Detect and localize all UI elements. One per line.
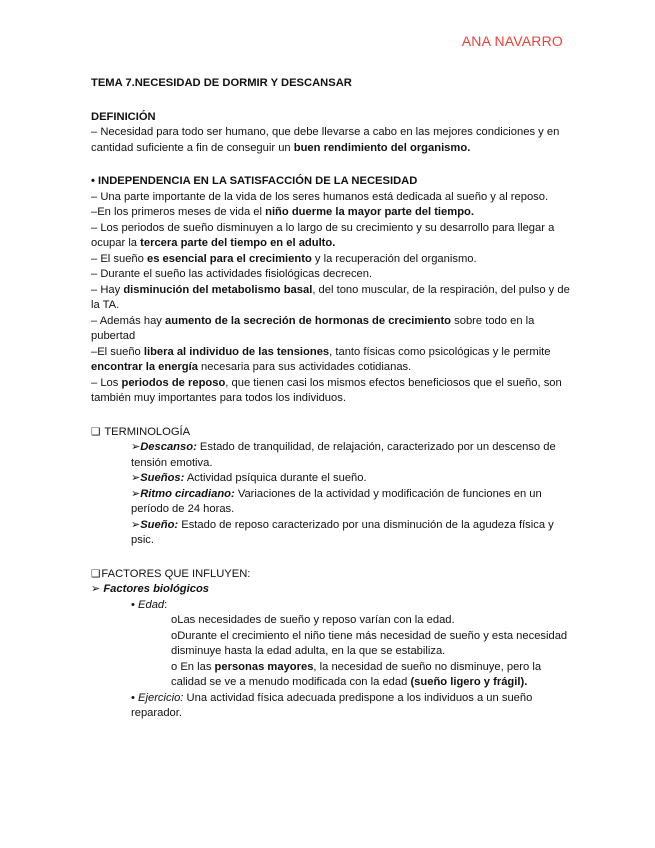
age-list (91, 613, 571, 691)
term-item: ➢Ritmo circadiano: Variaciones de la actividad y modificación de funciones en un período de 24 horas. (131, 487, 542, 515)
arrow-icon: ➢ (91, 583, 101, 595)
biological-factors-heading: ➢ Factores biológicos (91, 583, 210, 595)
independence-heading: • INDEPENDENCIA EN LA SATISFACCIÓN DE LA NECESIDAD (91, 175, 418, 187)
term-item: ➢Sueños: Actividad psíquica durante el sueño. (131, 472, 367, 484)
list-item: oLas necesidades de sueño y reposo varían con la edad. (171, 614, 455, 626)
arrow-icon: ➢ (131, 487, 141, 500)
list-item: – Además hay aumento de la secreción de hormonas de crecimiento sobre todo en la pubertad (91, 314, 535, 342)
list-item: – Durante el sueño las actividades fisiológicas decrecen. (91, 268, 373, 280)
checkbox-icon: ❑ (91, 425, 101, 438)
author-name: ANA NAVARRO (461, 33, 563, 49)
exercise-item: • Ejercicio: Una actividad física adecuada predispone a los individuos a un sueño reparador. (131, 691, 533, 719)
list-item: o En las personas mayores, la necesidad de sueño no disminuye, pero la calidad se ve a menudo modificada con la edad (sueño ligero y frágil). (171, 660, 542, 688)
checkbox-icon: ❑ (91, 567, 101, 580)
arrow-icon: ➢ (131, 472, 141, 484)
list-item: oDurante el crecimiento el niño tiene más necesidad de sueño y esta necesidad disminuye hasta la edad adulta, en la que se estabiliza. (171, 629, 568, 657)
list-item: – Una parte importante de la vida de los seres humanos está dedicada al sueño y al reposo. (91, 190, 549, 203)
document-body (91, 76, 571, 722)
list-item: – Hay disminución del metabolismo basal, del tono muscular, de la respiración, del pulso y de la TA. (91, 283, 570, 311)
terminology-list (91, 440, 571, 549)
term-item: ➢Sueño: Estado de reposo caracterizado por una disminución de la agudeza física y psic. (131, 518, 554, 546)
list-item: – Los periodos de sueño disminuyen a lo largo de su crecimiento y su desarrollo para llegar a ocupar la tercera parte del tiempo en el adulto. (91, 221, 555, 249)
list-item: – El sueño es esencial para el crecimiento y la recuperación del organismo. (91, 252, 477, 265)
arrow-icon: ➢ (131, 518, 141, 531)
list-item: –En los primeros meses de vida el niño duerme la mayor parte del tiempo. (91, 206, 474, 218)
age-label: • Edad: (131, 598, 168, 611)
definition-text: – Necesidad para todo ser humano, que debe llevarse a cabo en las mejores condiciones y en cantidad suficiente a fin de conseguir un buen rendimiento del organismo. (91, 126, 560, 154)
bullet-icon: • (131, 691, 135, 704)
factors-heading: ❑FACTORES QUE INFLUYEN: (91, 567, 251, 580)
list-item: –El sueño libera al individuo de las tensiones, tanto físicas como psicológicas y le permite encontrar la energía necesaria para sus actividades cotidianas. (91, 345, 551, 373)
terminology-heading: ❑ TERMINOLOGÍA (91, 425, 191, 438)
bullet-icon: • (131, 598, 135, 611)
independence-list (91, 190, 571, 407)
definition-heading: DEFINICIÓN (91, 110, 156, 123)
arrow-icon: ➢ (131, 441, 141, 453)
term-item: ➢Descanso: Estado de tranquilidad, de relajación, caracterizado por un descenso de tensión emotiva. (131, 441, 556, 469)
list-item: – Los periodos de reposo, que tienen casi los mismos efectos beneficiosos que el sueño, son también muy importantes para todos los individuos. (91, 376, 562, 404)
page-title: TEMA 7.NECESIDAD DE DORMIR Y DESCANSAR (91, 77, 352, 89)
